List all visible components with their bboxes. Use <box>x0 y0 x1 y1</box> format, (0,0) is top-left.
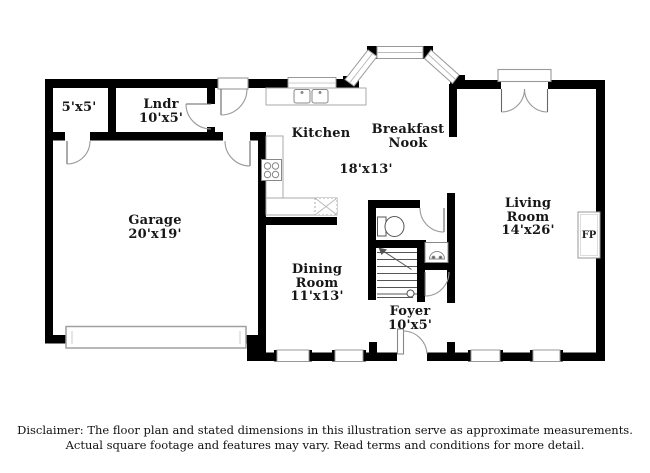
dining-window-1 <box>274 350 312 362</box>
living-window-2 <box>530 350 563 362</box>
powder-room-door <box>420 208 444 232</box>
room-label-closet <box>47 101 111 115</box>
room-label-foyer <box>375 305 445 332</box>
room-label-laundry <box>121 98 201 125</box>
stove-icon <box>262 160 282 181</box>
kitchen-window <box>288 78 336 89</box>
stairs <box>377 248 417 298</box>
garage-name: Garage <box>128 213 182 228</box>
front-door <box>398 329 428 354</box>
dining-dims: 11'x13' <box>290 289 344 304</box>
living-window-1 <box>468 350 503 362</box>
kitchen-fixtures <box>262 88 367 215</box>
powder-room-fixtures <box>378 217 449 263</box>
closet-dims: 5'x5' <box>61 100 97 115</box>
label-kitchen-nook-dims <box>326 163 406 177</box>
kitchen-name: Kitchen <box>291 126 351 141</box>
breakfast-nook-name: Breakfast Nook <box>371 122 445 151</box>
living-name: Living Room <box>504 196 552 225</box>
dishwasher-marker <box>315 198 337 215</box>
fireplace-label: FP <box>581 229 597 241</box>
closet-door <box>67 141 90 164</box>
dining-name: Dining Room <box>291 262 343 291</box>
disclaimer-line-2: Actual square footage and features may vary. Read terms and conditions for more detail. <box>65 438 585 452</box>
garage-entry-door <box>225 141 250 166</box>
kitchen-nook-dims: 18'x13' <box>339 162 393 177</box>
under-stair-closet-door <box>425 272 449 296</box>
room-label-breakfast-nook <box>363 123 453 150</box>
room-label-living <box>483 197 573 238</box>
disclaimer <box>0 423 650 453</box>
bay-window <box>345 47 459 87</box>
room-label-dining <box>277 263 357 304</box>
garage-door <box>66 327 246 349</box>
toilet-icon <box>378 217 405 237</box>
bathroom-sink-icon <box>425 243 448 263</box>
french-doors <box>498 70 551 113</box>
side-entry-door <box>218 78 248 115</box>
laundry-name: Lndr <box>143 97 179 112</box>
garage-dims: 20'x19' <box>128 226 182 242</box>
disclaimer-line-1: Disclaimer: The floor plan and stated dimensions in this illustration serve as approximate measurements. <box>17 423 633 437</box>
living-dims: 14'x26' <box>501 223 555 238</box>
foyer-dims: 10'x5' <box>387 317 433 333</box>
dining-window-2 <box>332 350 366 362</box>
room-label-kitchen <box>266 127 376 141</box>
room-label-garage <box>95 214 215 241</box>
foyer-name: Foyer <box>389 304 431 319</box>
laundry-dims: 10'x5' <box>138 110 184 126</box>
